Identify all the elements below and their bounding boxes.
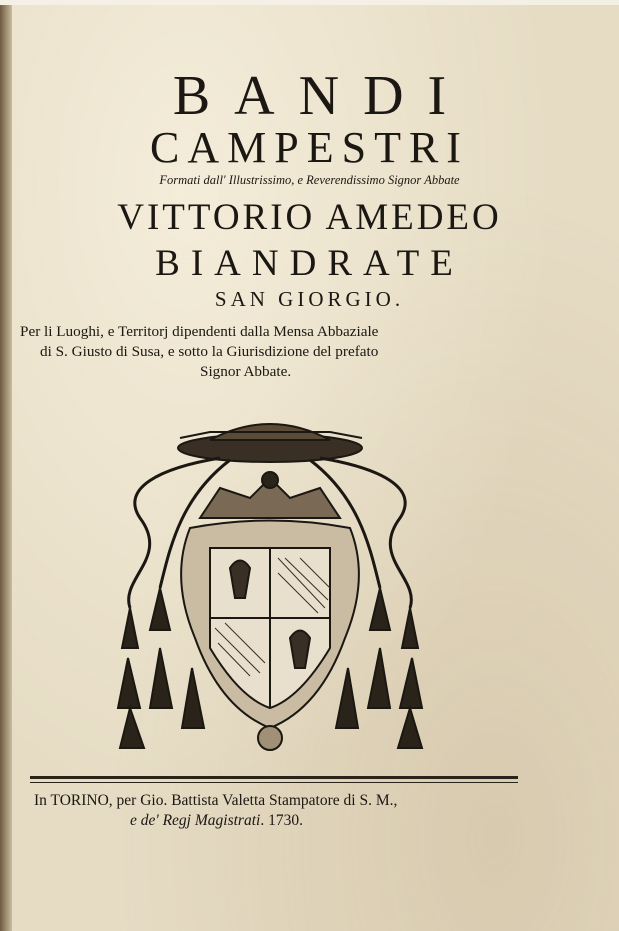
subtitle-formati: Formati dall' Illustrissimo, e Reverendissimo Signor Abbate (159, 173, 460, 187)
divider-thick (30, 776, 518, 779)
name-vittorio-amedeo: VITTORIO AMEDEO (117, 197, 502, 238)
description-line-3: Signor Abbate. (200, 363, 292, 380)
imprint-line-2 (130, 812, 530, 830)
name-san-giorgio: SAN GIORGIO. (214, 287, 405, 311)
title-bandi: BANDI (172, 65, 471, 127)
name-biandrate: BIANDRATE (155, 243, 464, 284)
divider-thin (30, 782, 518, 783)
description-line-1: Per li Luoghi, e Territorj dipendenti dalla Mensa Abbaziale (20, 323, 379, 340)
imprint-magistrati: e de' Regj Magistrati (130, 812, 261, 829)
imprint-year: . 1730. (260, 812, 303, 829)
description-line-2: di S. Giusto di Susa, e sotto la Giurisdizione del prefato (40, 343, 379, 360)
page-edge-top (0, 0, 619, 5)
imprint-line-1: In TORINO, per Gio. Battista Valetta Stampatore di S. M., (34, 792, 398, 809)
coat-of-arms-illustration (100, 408, 440, 768)
title-campestri: CAMPESTRI (150, 123, 469, 172)
